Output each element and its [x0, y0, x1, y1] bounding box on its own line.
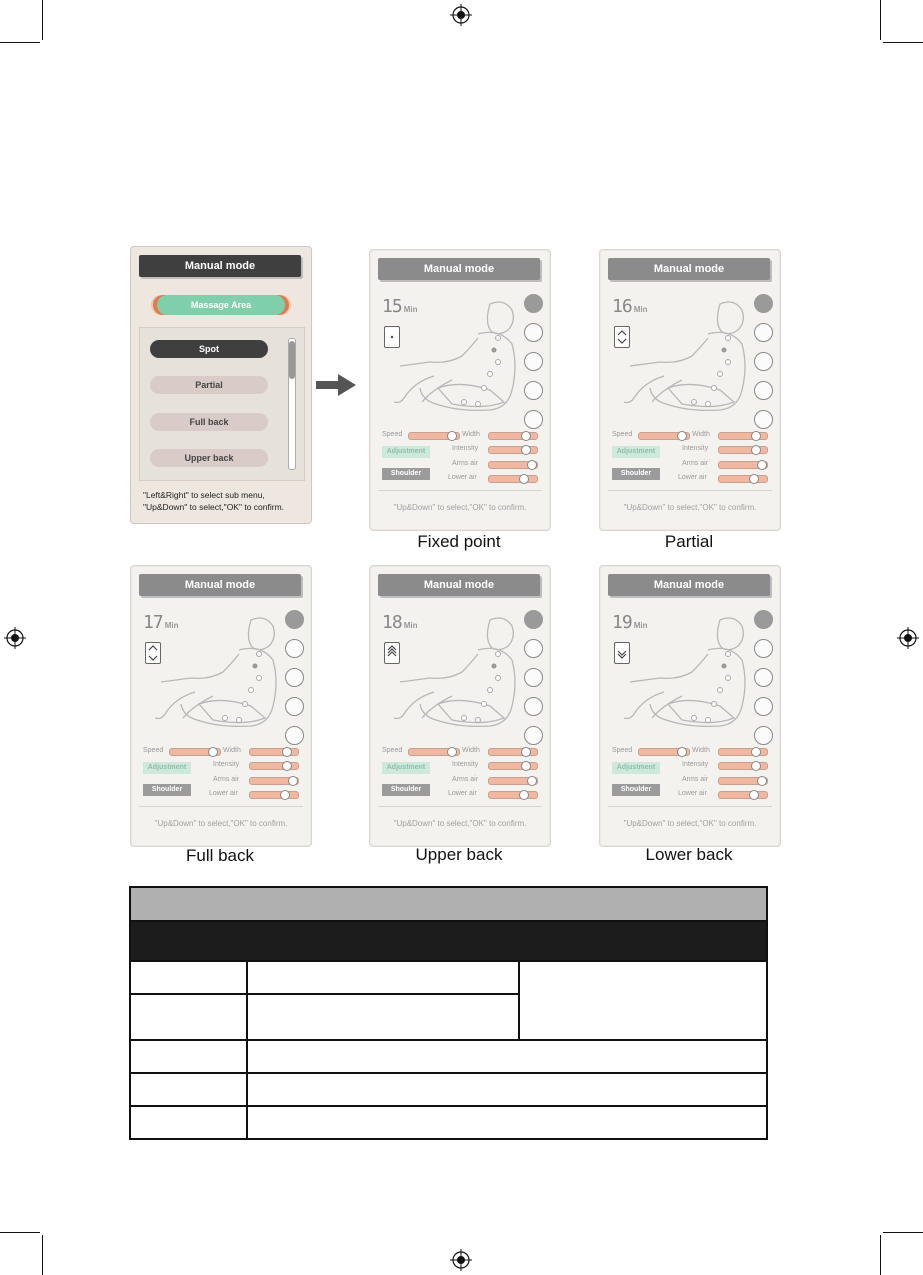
table-cell: [247, 1106, 767, 1139]
caption-upper-back: Upper back: [415, 845, 503, 864]
intensity-label: Intensity: [682, 445, 709, 452]
table-cell: [130, 1040, 247, 1073]
manual-mode-menu-panel: [130, 246, 312, 524]
timer-display: 18 Min: [382, 612, 418, 633]
menu-item-partial[interactable]: Partial: [150, 376, 268, 394]
adjustment-button[interactable]: Adjustment: [382, 762, 430, 774]
speed-label: Speed: [382, 747, 403, 754]
shoulder-button[interactable]: Shoulder: [143, 784, 191, 796]
width-label: Width: [223, 747, 241, 754]
panel-instructions: "Up&Down" to select,"OK" to confirm.: [393, 503, 527, 512]
lower-air-label: Lower air: [678, 474, 707, 481]
side-button[interactable]: [285, 697, 304, 716]
crop-mark: [42, 1235, 43, 1275]
mode-panel: [599, 565, 781, 847]
side-button[interactable]: [524, 697, 543, 716]
shoulder-button[interactable]: Shoulder: [382, 468, 430, 480]
caption-lower-back: Lower back: [645, 845, 733, 864]
side-button[interactable]: [754, 697, 773, 716]
side-button[interactable]: [524, 639, 543, 658]
arms-air-label: Arms air: [682, 776, 709, 783]
spiral-button-icon[interactable]: [285, 610, 304, 629]
arms-air-slider[interactable]: [718, 777, 768, 785]
registration-mark-icon: [897, 627, 919, 649]
intensity-label: Intensity: [682, 761, 709, 768]
width-slider[interactable]: [488, 432, 538, 440]
registration-mark-icon: [450, 4, 472, 26]
arms-air-label: Arms air: [452, 460, 479, 467]
speed-slider[interactable]: [638, 748, 690, 756]
massage-area-button[interactable]: Massage Area: [157, 295, 285, 315]
timer-display: 15 Min: [382, 296, 418, 317]
side-button[interactable]: [524, 381, 543, 400]
panel-instructions: "Up&Down" to select,"OK" to confirm.: [623, 503, 757, 512]
adjustment-button[interactable]: Adjustment: [382, 446, 430, 458]
width-label: Width: [692, 431, 710, 438]
registration-mark-icon: [4, 627, 26, 649]
width-slider[interactable]: [718, 432, 768, 440]
mode-panel: [599, 249, 781, 531]
speed-label: Speed: [612, 431, 633, 438]
table-cell: [130, 1106, 247, 1139]
massage-chair-figure: [624, 292, 774, 427]
table-header-row: [130, 887, 767, 921]
intensity-slider[interactable]: [718, 762, 768, 770]
spiral-button-icon[interactable]: [524, 610, 543, 629]
speed-label: Speed: [612, 747, 633, 754]
menu-instructions: "Left&Right" to select sub menu, "Up&Down" to select,"OK" to confirm.: [143, 490, 285, 512]
width-label: Width: [462, 747, 480, 754]
speed-slider[interactable]: [638, 432, 690, 440]
spec-table: [129, 886, 768, 1140]
lower-air-label: Lower air: [448, 474, 477, 481]
side-button[interactable]: [524, 668, 543, 687]
side-button[interactable]: [524, 352, 543, 371]
crop-mark: [880, 0, 881, 40]
registration-mark-icon: [450, 1249, 472, 1271]
side-button[interactable]: [754, 668, 773, 687]
crop-mark: [880, 1235, 881, 1275]
side-button[interactable]: [754, 410, 773, 429]
caption-fixed-point: Fixed point: [417, 532, 501, 551]
lower-air-label: Lower air: [678, 790, 707, 797]
adjustment-button[interactable]: Adjustment: [612, 446, 660, 458]
intensity-label: Intensity: [213, 761, 240, 768]
timer-display: 16 Min: [612, 296, 648, 317]
arms-air-slider[interactable]: [488, 777, 538, 785]
shoulder-button[interactable]: Shoulder: [382, 784, 430, 796]
divider: [139, 806, 303, 807]
table-cell: [247, 961, 519, 994]
speed-slider[interactable]: [169, 748, 221, 756]
massage-chair-figure: [394, 292, 544, 427]
table-subheader-row: [130, 921, 767, 961]
menu-item-spot[interactable]: Spot: [150, 340, 268, 358]
shoulder-button[interactable]: Shoulder: [612, 468, 660, 480]
mode-panel: [369, 249, 551, 531]
table-cell: [519, 961, 767, 1040]
spiral-button-icon[interactable]: [754, 294, 773, 313]
side-button[interactable]: [754, 726, 773, 745]
lower-air-label: Lower air: [448, 790, 477, 797]
spiral-button-icon[interactable]: [754, 610, 773, 629]
divider: [378, 490, 542, 491]
side-buttons: [524, 294, 544, 439]
lower-air-slider[interactable]: [718, 475, 768, 483]
side-buttons: [524, 610, 544, 755]
spiral-button-icon[interactable]: [524, 294, 543, 313]
side-buttons: [754, 610, 774, 755]
side-button[interactable]: [285, 668, 304, 687]
crop-mark: [0, 1232, 40, 1233]
mode-panel: [130, 565, 312, 847]
panel-instructions: "Up&Down" to select,"OK" to confirm.: [623, 819, 757, 828]
shoulder-button[interactable]: Shoulder: [612, 784, 660, 796]
intensity-slider[interactable]: [718, 446, 768, 454]
side-button[interactable]: [285, 726, 304, 745]
width-slider[interactable]: [249, 748, 299, 756]
intensity-label: Intensity: [452, 445, 479, 452]
massage-chair-figure: [624, 608, 774, 743]
side-button[interactable]: [285, 639, 304, 658]
table-cell: [247, 1073, 767, 1106]
lower-air-label: Lower air: [209, 790, 238, 797]
table-cell: [130, 994, 247, 1040]
panel-title: Manual mode: [378, 258, 540, 280]
massage-chair-figure: [155, 608, 305, 743]
panel-title: Manual mode: [608, 574, 770, 596]
speed-slider[interactable]: [408, 748, 460, 756]
speed-label: Speed: [382, 431, 403, 438]
adjustment-button[interactable]: Adjustment: [143, 762, 191, 774]
mode-panel: [369, 565, 551, 847]
arms-air-slider[interactable]: [249, 777, 299, 785]
arms-air-slider[interactable]: [488, 461, 538, 469]
menu-item-upper-back[interactable]: Upper back: [150, 449, 268, 467]
timer-display: 19 Min: [612, 612, 648, 633]
arms-air-label: Arms air: [213, 776, 240, 783]
lower-air-slider[interactable]: [488, 791, 538, 799]
panel-title: Manual mode: [608, 258, 770, 280]
side-button[interactable]: [754, 323, 773, 342]
arms-air-slider[interactable]: [718, 461, 768, 469]
adjustment-button[interactable]: Adjustment: [612, 762, 660, 774]
panel-title: Manual mode: [378, 574, 540, 596]
crop-mark: [883, 1232, 923, 1233]
speed-slider[interactable]: [408, 432, 460, 440]
table-cell: [247, 994, 519, 1040]
width-label: Width: [462, 431, 480, 438]
crop-mark: [42, 0, 43, 40]
side-button[interactable]: [524, 726, 543, 745]
lower-air-slider[interactable]: [249, 791, 299, 799]
side-button[interactable]: [524, 323, 543, 342]
table-cell: [130, 961, 247, 994]
caption-full-back: Full back: [185, 846, 255, 865]
divider: [378, 806, 542, 807]
side-button[interactable]: [754, 639, 773, 658]
menu-item-full-back[interactable]: Full back: [150, 413, 268, 431]
panel-title: Manual mode: [139, 255, 301, 277]
side-buttons: [285, 610, 305, 755]
intensity-slider[interactable]: [488, 446, 538, 454]
side-button[interactable]: [524, 410, 543, 429]
divider: [608, 806, 772, 807]
panel-title: Manual mode: [139, 574, 301, 596]
width-label: Width: [692, 747, 710, 754]
crop-mark: [0, 42, 40, 43]
intensity-slider[interactable]: [249, 762, 299, 770]
sub-menu-list: [139, 327, 305, 481]
right-arrow-icon: [316, 374, 356, 396]
timer-display: 17 Min: [143, 612, 179, 633]
caption-partial: Partial: [664, 532, 714, 551]
speed-label: Speed: [143, 747, 164, 754]
table-cell: [247, 1040, 767, 1073]
lower-air-slider[interactable]: [718, 791, 768, 799]
table-cell: [130, 1073, 247, 1106]
intensity-label: Intensity: [452, 761, 479, 768]
divider: [608, 490, 772, 491]
intensity-slider[interactable]: [488, 762, 538, 770]
crop-mark: [883, 42, 923, 43]
side-buttons: [754, 294, 774, 439]
panel-instructions: "Up&Down" to select,"OK" to confirm.: [154, 819, 288, 828]
panel-instructions: "Up&Down" to select,"OK" to confirm.: [393, 819, 527, 828]
menu-scrollbar[interactable]: [288, 338, 296, 470]
arms-air-label: Arms air: [682, 460, 709, 467]
arms-air-label: Arms air: [452, 776, 479, 783]
width-slider[interactable]: [488, 748, 538, 756]
lower-air-slider[interactable]: [488, 475, 538, 483]
width-slider[interactable]: [718, 748, 768, 756]
side-button[interactable]: [754, 381, 773, 400]
massage-chair-figure: [394, 608, 544, 743]
side-button[interactable]: [754, 352, 773, 371]
